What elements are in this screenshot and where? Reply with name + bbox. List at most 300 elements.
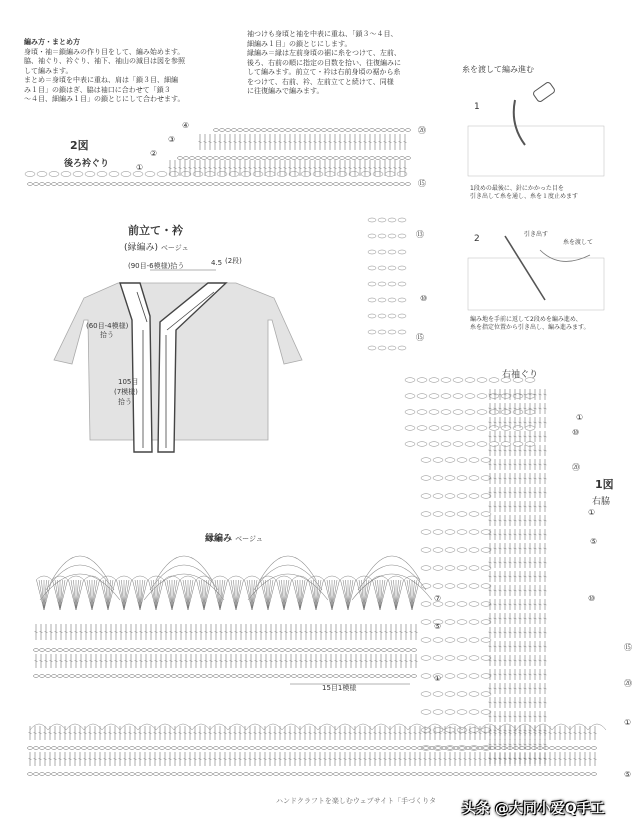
loop-stitch xyxy=(481,638,491,643)
chain-stitch xyxy=(591,747,596,750)
chain-stitch xyxy=(219,675,224,678)
chain-stitch xyxy=(279,675,284,678)
loop-stitch xyxy=(469,692,479,697)
chain-stitch xyxy=(369,773,374,776)
chain-stitch xyxy=(51,773,56,776)
chain-stitch xyxy=(207,649,212,652)
chain-stitch xyxy=(369,129,374,132)
loop-stitch xyxy=(469,494,479,499)
loop-stitch xyxy=(481,476,491,481)
loop-stitch xyxy=(481,692,491,697)
chain-stitch xyxy=(87,675,92,678)
chain-stitch xyxy=(513,747,518,750)
instruction-line: 脇、袖ぐり、衿ぐり、袖下、袖山の減目は図を参照 xyxy=(24,57,185,65)
loop-stitch xyxy=(469,620,479,625)
loop-stitch xyxy=(445,602,455,607)
row-number-marker: ① xyxy=(588,508,596,517)
loop-stitch xyxy=(368,266,376,270)
loop-stitch xyxy=(501,426,511,431)
chain-stitch xyxy=(129,773,134,776)
front-band-width-unit: (2段) xyxy=(225,257,242,265)
chain-stitch xyxy=(357,675,362,678)
fan-stitch xyxy=(343,580,348,610)
chain-stitch xyxy=(405,649,410,652)
chain-stitch xyxy=(411,675,416,678)
loop-stitch xyxy=(433,728,443,733)
loop-stitch xyxy=(388,330,396,334)
chain-stitch xyxy=(555,773,560,776)
chain-stitch xyxy=(135,773,140,776)
front-band-label-center3: 拾う xyxy=(118,398,132,406)
chain-stitch xyxy=(423,773,428,776)
row-number-marker: ⑩ xyxy=(588,594,596,603)
loop-stitch xyxy=(433,656,443,661)
chain-stitch xyxy=(591,773,596,776)
instructions-right xyxy=(247,30,462,97)
chain-stitch xyxy=(273,773,278,776)
chain-stitch xyxy=(93,747,98,750)
chain-stitch xyxy=(567,747,572,750)
chain-stitch xyxy=(237,649,242,652)
row-number-marker: ④ xyxy=(182,121,190,130)
chain-stitch xyxy=(453,747,458,750)
chain-stitch xyxy=(321,747,326,750)
chain-stitch xyxy=(273,157,278,160)
chain-stitch xyxy=(105,675,110,678)
chain-stitch xyxy=(195,675,200,678)
fan-stitch xyxy=(391,580,396,610)
chain-stitch xyxy=(237,129,242,132)
bottom-arc xyxy=(534,724,552,730)
fan-stitch xyxy=(412,580,417,610)
chain-stitch xyxy=(333,675,338,678)
figure1-side: 右脇 xyxy=(592,497,611,507)
loop-stitch xyxy=(481,512,491,517)
loop-stitch xyxy=(481,620,491,625)
chain-stitch xyxy=(345,157,350,160)
chain-stitch xyxy=(309,129,314,132)
loop-stitch xyxy=(378,282,386,286)
chain-stitch xyxy=(465,747,470,750)
loop-stitch xyxy=(301,172,311,177)
chain-stitch xyxy=(159,747,164,750)
chain-stitch xyxy=(189,773,194,776)
loop-stitch xyxy=(388,282,396,286)
chain-stitch xyxy=(345,129,350,132)
chain-stitch xyxy=(195,649,200,652)
chain-stitch xyxy=(219,649,224,652)
chain-stitch xyxy=(471,747,476,750)
chain-stitch xyxy=(561,773,566,776)
chain-stitch xyxy=(231,183,236,186)
chain-stitch xyxy=(135,649,140,652)
chain-stitch xyxy=(153,649,158,652)
chain-stitch xyxy=(261,747,266,750)
chain-stitch xyxy=(399,649,404,652)
row-number-marker: ⑮ xyxy=(418,179,426,188)
chain-stitch xyxy=(231,773,236,776)
loop-stitch xyxy=(133,172,143,177)
chain-stitch xyxy=(39,675,44,678)
loop-stitch xyxy=(145,172,155,177)
loop-stitch xyxy=(421,656,431,661)
chain-stitch xyxy=(165,183,170,186)
chain-stitch xyxy=(207,157,212,160)
chain-stitch xyxy=(255,675,260,678)
chain-stitch xyxy=(573,773,578,776)
loop-stitch xyxy=(469,584,479,589)
chain-stitch xyxy=(129,675,134,678)
loop-stitch xyxy=(441,378,451,383)
chain-stitch xyxy=(399,675,404,678)
chain-stitch xyxy=(165,649,170,652)
loop-stitch xyxy=(469,530,479,535)
fan-arc xyxy=(212,576,228,580)
chain-stitch xyxy=(285,747,290,750)
chain-stitch xyxy=(309,747,314,750)
chain-stitch xyxy=(189,649,194,652)
chain-stitch xyxy=(123,649,128,652)
chain-stitch xyxy=(393,129,398,132)
loop-stitch xyxy=(429,378,439,383)
loop-stitch xyxy=(465,378,475,383)
loop-stitch xyxy=(481,656,491,661)
step2-text-line: 編み地を手前に返して2段めを編み進め、 xyxy=(470,316,582,323)
chain-stitch xyxy=(315,649,320,652)
fan-stitch xyxy=(327,580,332,610)
loop-stitch xyxy=(457,494,467,499)
loop-stitch xyxy=(421,476,431,481)
chain-stitch xyxy=(243,183,248,186)
instructions-heading: 編み方・まとめ方 xyxy=(24,38,80,46)
row-number-marker: ⑩ xyxy=(572,428,580,437)
chain-stitch xyxy=(105,747,110,750)
chain-stitch xyxy=(39,773,44,776)
chain-stitch xyxy=(465,773,470,776)
loop-stitch xyxy=(445,638,455,643)
chain-stitch xyxy=(141,649,146,652)
figure2-subtitle: 後ろ衿ぐり xyxy=(64,159,110,169)
chain-stitch xyxy=(243,747,248,750)
chain-stitch xyxy=(375,773,380,776)
chain-stitch xyxy=(207,773,212,776)
fan-arc xyxy=(148,576,164,580)
loop-stitch xyxy=(481,674,491,679)
loop-stitch xyxy=(388,218,396,222)
fan-stitch xyxy=(167,580,172,610)
chain-stitch xyxy=(225,675,230,678)
fan-stitch xyxy=(231,580,236,610)
chain-stitch xyxy=(399,183,404,186)
chain-stitch xyxy=(333,747,338,750)
instruction-line: して編みます。前立て・衿は右前身頃の裾から糸 xyxy=(247,68,401,76)
loop-stitch xyxy=(445,656,455,661)
chain-stitch xyxy=(297,773,302,776)
instruction-line: 細編み１目」の鎖とじにします。 xyxy=(247,39,352,48)
chain-stitch xyxy=(159,773,164,776)
watermark: 头条 @大同小爱Q手工 xyxy=(462,801,605,817)
chain-stitch xyxy=(543,773,548,776)
fan-stitch xyxy=(348,580,353,610)
loop-stitch xyxy=(469,458,479,463)
chain-stitch xyxy=(75,183,80,186)
front-band-label-center1: 105目 xyxy=(118,378,139,386)
chain-stitch xyxy=(369,649,374,652)
loop-stitch xyxy=(457,476,467,481)
loop-stitch xyxy=(421,494,431,499)
chain-stitch xyxy=(561,747,566,750)
chain-stitch xyxy=(207,747,212,750)
fan-arc xyxy=(388,576,404,580)
chain-stitch xyxy=(297,649,302,652)
chain-stitch xyxy=(543,747,548,750)
chain-stitch xyxy=(447,747,452,750)
chain-stitch xyxy=(345,773,350,776)
chain-stitch xyxy=(393,157,398,160)
bottom-arc xyxy=(498,724,516,730)
chain-stitch xyxy=(303,183,308,186)
loop-stitch xyxy=(388,346,396,350)
footer-site: ハンドクラフトを楽しむウェブサイト「手づくりタ xyxy=(276,797,437,805)
chain-stitch xyxy=(399,773,404,776)
fan-stitch xyxy=(252,580,257,610)
loop-stitch xyxy=(453,410,463,415)
chain-stitch xyxy=(69,675,74,678)
loop-stitch xyxy=(421,602,431,607)
loop-stitch xyxy=(469,566,479,571)
fan-stitch xyxy=(199,580,204,610)
instruction-line: して編みます。 xyxy=(24,66,73,75)
fan-stitch xyxy=(268,580,273,610)
chain-stitch xyxy=(81,675,86,678)
front-band-label-side: (60目-4模様) xyxy=(86,322,129,330)
chain-stitch xyxy=(207,675,212,678)
bottom-arc xyxy=(444,724,462,730)
fan-stitch xyxy=(55,580,60,610)
chain-stitch xyxy=(345,183,350,186)
loop-stitch xyxy=(445,548,455,553)
chain-stitch xyxy=(87,773,92,776)
chain-stitch xyxy=(273,183,278,186)
row-number-marker: ⑤ xyxy=(624,770,632,779)
loop-stitch xyxy=(169,172,179,177)
bottom-arc xyxy=(264,724,282,730)
loop-stitch xyxy=(445,584,455,589)
chain-stitch xyxy=(333,183,338,186)
fan-stitch xyxy=(332,580,337,610)
chain-stitch xyxy=(57,649,62,652)
chain-stitch xyxy=(195,773,200,776)
fan-arc xyxy=(244,576,260,580)
loop-stitch xyxy=(388,266,396,270)
chain-stitch xyxy=(111,747,116,750)
fan-stitch xyxy=(87,580,92,610)
chain-stitch xyxy=(213,675,218,678)
chain-stitch xyxy=(201,773,206,776)
chain-stitch xyxy=(51,675,56,678)
chain-stitch xyxy=(351,649,356,652)
chain-stitch xyxy=(381,649,386,652)
chain-stitch xyxy=(123,773,128,776)
chain-stitch xyxy=(315,129,320,132)
loop-stitch xyxy=(501,442,511,447)
chain-stitch xyxy=(135,183,140,186)
chain-stitch xyxy=(51,747,56,750)
chain-stitch xyxy=(87,183,92,186)
chain-stitch xyxy=(417,773,422,776)
chain-stitch xyxy=(261,183,266,186)
loop-stitch xyxy=(421,530,431,535)
fan-stitch xyxy=(359,580,364,610)
loop-stitch xyxy=(501,394,511,399)
chain-stitch xyxy=(411,747,416,750)
chain-stitch xyxy=(285,649,290,652)
loop-stitch xyxy=(481,710,491,715)
chain-stitch xyxy=(267,157,272,160)
chain-stitch xyxy=(171,773,176,776)
fan-stitch xyxy=(407,580,412,610)
chain-stitch xyxy=(135,675,140,678)
chain-stitch xyxy=(363,675,368,678)
loop-stitch xyxy=(489,410,499,415)
chain-stitch xyxy=(189,747,194,750)
loop-stitch xyxy=(417,410,427,415)
chain-stitch xyxy=(387,675,392,678)
chain-stitch xyxy=(495,773,500,776)
front-band-color: ベージュ xyxy=(160,244,189,252)
chain-stitch xyxy=(195,157,200,160)
chain-stitch xyxy=(297,747,302,750)
chain-stitch xyxy=(297,183,302,186)
chain-stitch xyxy=(315,675,320,678)
loop-stitch xyxy=(457,512,467,517)
loop-stitch xyxy=(421,638,431,643)
chain-stitch xyxy=(291,183,296,186)
chain-stitch xyxy=(225,157,230,160)
fan-arc xyxy=(308,576,324,580)
chain-stitch xyxy=(45,747,50,750)
row-number-marker: ⑤ xyxy=(590,537,598,546)
chain-stitch xyxy=(123,183,128,186)
chain-stitch xyxy=(387,747,392,750)
chain-stitch xyxy=(201,649,206,652)
chain-stitch xyxy=(327,747,332,750)
chain-stitch xyxy=(393,649,398,652)
loop-stitch xyxy=(349,172,359,177)
chain-stitch xyxy=(387,157,392,160)
chain-stitch xyxy=(273,649,278,652)
loop-stitch xyxy=(465,410,475,415)
fan-stitch xyxy=(284,580,289,610)
chain-stitch xyxy=(363,773,368,776)
chain-stitch xyxy=(333,129,338,132)
loop-stitch xyxy=(388,250,396,254)
chain-stitch xyxy=(117,773,122,776)
chain-stitch xyxy=(447,773,452,776)
chain-stitch xyxy=(279,649,284,652)
chain-stitch xyxy=(189,675,194,678)
chain-stitch xyxy=(147,773,152,776)
loop-stitch xyxy=(433,458,443,463)
chain-stitch xyxy=(249,675,254,678)
chain-stitch xyxy=(243,129,248,132)
chain-stitch xyxy=(99,747,104,750)
chain-stitch xyxy=(87,747,92,750)
chain-stitch xyxy=(345,747,350,750)
chain-stitch xyxy=(111,183,116,186)
loop-stitch xyxy=(421,620,431,625)
chain-stitch xyxy=(177,675,182,678)
chain-stitch xyxy=(351,747,356,750)
chain-stitch xyxy=(327,675,332,678)
chain-stitch xyxy=(87,649,92,652)
chain-stitch xyxy=(303,773,308,776)
chain-stitch xyxy=(585,773,590,776)
loop-stitch xyxy=(241,172,251,177)
fan-stitch xyxy=(215,580,220,610)
chain-stitch xyxy=(501,773,506,776)
loop-stitch xyxy=(457,620,467,625)
row-number-marker: ⑮ xyxy=(624,643,632,652)
loop-stitch xyxy=(421,674,431,679)
front-band-width: 4.5 xyxy=(211,259,223,267)
chain-stitch xyxy=(339,183,344,186)
chain-stitch xyxy=(363,129,368,132)
chain-stitch xyxy=(315,157,320,160)
chain-stitch xyxy=(549,773,554,776)
fan-stitch xyxy=(316,580,321,610)
chain-stitch xyxy=(357,129,362,132)
fan-arc xyxy=(356,576,372,580)
chain-stitch xyxy=(315,183,320,186)
front-band-label-side2: 拾う xyxy=(100,331,114,339)
edging-scallop xyxy=(156,556,212,580)
chain-stitch xyxy=(237,747,242,750)
loop-stitch xyxy=(469,548,479,553)
chain-stitch xyxy=(75,773,80,776)
chain-stitch xyxy=(93,183,98,186)
chain-stitch xyxy=(273,129,278,132)
chain-stitch xyxy=(321,129,326,132)
chain-stitch xyxy=(141,183,146,186)
row-number-marker: ⑤ xyxy=(434,622,442,631)
loop-stitch xyxy=(378,250,386,254)
loop-stitch xyxy=(421,710,431,715)
chain-stitch xyxy=(381,129,386,132)
step2-label-b: 糸を渡して xyxy=(563,239,594,246)
chain-stitch xyxy=(357,747,362,750)
chain-stitch xyxy=(405,773,410,776)
loop-stitch xyxy=(417,394,427,399)
loop-stitch xyxy=(469,602,479,607)
chain-stitch xyxy=(291,675,296,678)
chain-stitch xyxy=(363,747,368,750)
chain-stitch xyxy=(405,183,410,186)
chain-stitch xyxy=(531,773,536,776)
fan-stitch xyxy=(92,580,97,610)
chain-stitch xyxy=(519,773,524,776)
fan-stitch xyxy=(375,580,380,610)
loop-stitch xyxy=(398,298,406,302)
chain-stitch xyxy=(381,747,386,750)
bottom-arc xyxy=(408,724,426,730)
chain-stitch xyxy=(27,773,32,776)
instruction-line: をつけて、右前、衿、左前立てと続けて、同様 xyxy=(247,77,394,86)
loop-stitch xyxy=(73,172,83,177)
chain-stitch xyxy=(345,649,350,652)
chain-stitch xyxy=(99,649,104,652)
chain-stitch xyxy=(69,747,74,750)
